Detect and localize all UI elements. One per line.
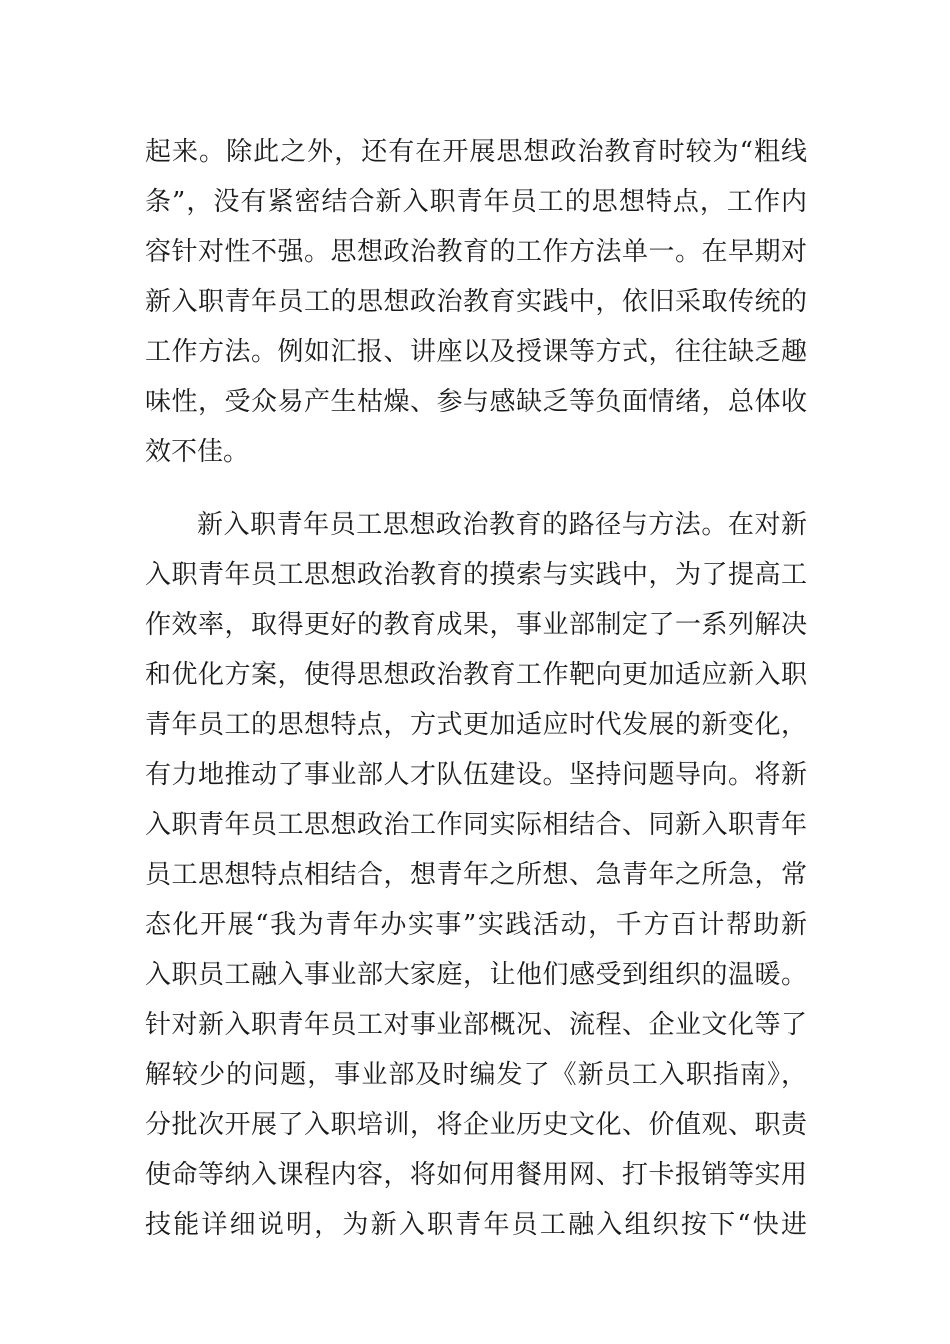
text-line: 入职员工融入事业部大家庭，让他们感受到组织的温暖。 [145, 960, 807, 990]
text-line: 分批次开展了入职培训，将企业历史文化、价值观、职责 [145, 1110, 807, 1140]
text-line: 和优化方案，使得思想政治教育工作靶向更加适应新入职 [145, 660, 807, 690]
text-line: 作效率，取得更好的教育成果，事业部制定了一系列解决 [145, 610, 807, 640]
body-text [145, 127, 807, 1250]
text-line: 解较少的问题，事业部及时编发了《新员工入职指南》， [145, 1060, 807, 1090]
text-line: 味性，受众易产生枯燥、参与感缺乏等负面情绪，总体收 [145, 387, 807, 417]
paragraph-1 [145, 127, 807, 477]
text-line: 技能详细说明，为新入职青年员工融入组织按下“快进 [145, 1210, 807, 1240]
text-line: 针对新入职青年员工对事业部概况、流程、企业文化等了 [145, 1010, 807, 1040]
text-line: 入职青年员工思想政治工作同实际相结合、同新入职青年 [145, 810, 807, 840]
text-line: 容针对性不强。思想政治教育的工作方法单一。在早期对 [145, 237, 807, 267]
text-line: 青年员工的思想特点，方式更加适应时代发展的新变化， [145, 710, 807, 740]
text-line: 态化开展“我为青年办实事”实践活动，千方百计帮助新 [145, 910, 807, 940]
text-line: 入职青年员工思想政治教育的摸索与实践中，为了提高工 [145, 560, 807, 590]
text-line: 起来。除此之外，还有在开展思想政治教育时较为“粗线 [145, 137, 807, 167]
paragraph-gap [145, 477, 807, 500]
text-line: 有力地推动了事业部人才队伍建设。坚持问题导向。将新 [145, 760, 807, 790]
text-line: 新入职青年员工的思想政治教育实践中，依旧采取传统的 [145, 287, 807, 317]
text-line: 新入职青年员工思想政治教育的路径与方法。在对新 [197, 510, 807, 540]
paragraph-2 [145, 500, 807, 1250]
text-line: 工作方法。例如汇报、讲座以及授课等方式，往往缺乏趣 [145, 337, 807, 367]
text-line: 使命等纳入课程内容，将如何用餐用网、打卡报销等实用 [145, 1160, 807, 1190]
text-line: 条”，没有紧密结合新入职青年员工的思想特点，工作内 [145, 187, 807, 217]
text-line: 员工思想特点相结合，想青年之所想、急青年之所急，常 [145, 860, 807, 890]
text-line: 效不佳。 [145, 437, 250, 467]
